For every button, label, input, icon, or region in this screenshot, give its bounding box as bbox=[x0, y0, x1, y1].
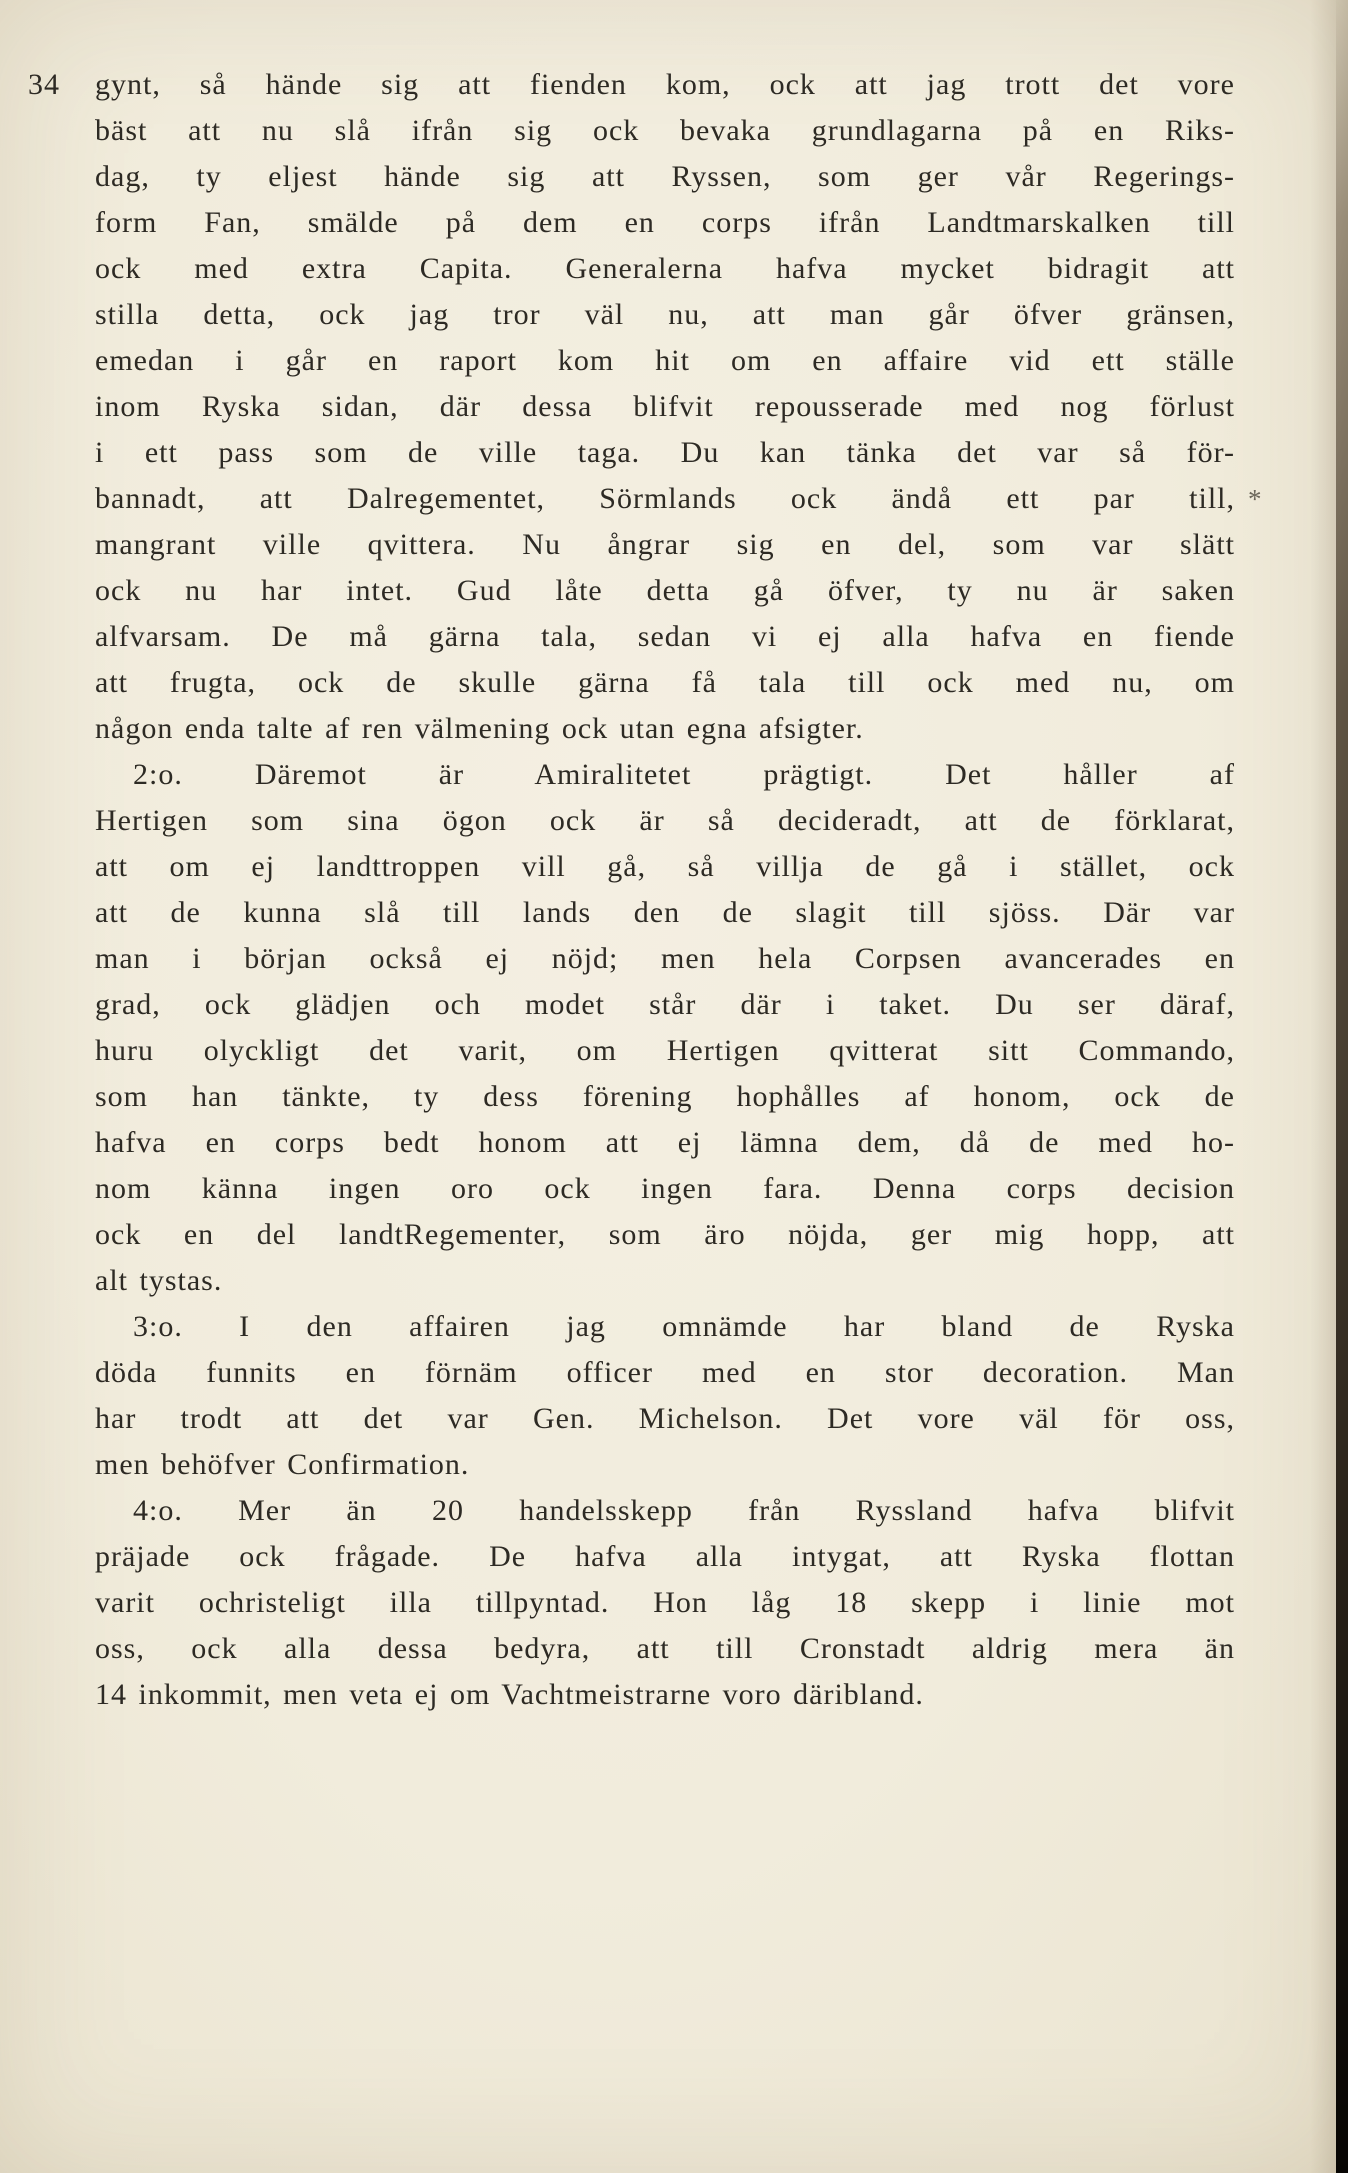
margin-asterisk: * bbox=[1248, 484, 1262, 514]
text-line: varit ochristeligt illa tillpyntad. Hon låg 18 skepp i linie mot bbox=[95, 1586, 1235, 1619]
text-line: alfvarsam. De må gärna tala, sedan vi ej alla hafva en fiende bbox=[95, 620, 1235, 653]
text-line: grad, ock glädjen och modet står där i taket. Du ser däraf, bbox=[95, 988, 1235, 1021]
text-line: ock nu har intet. Gud låte detta gå öfver, ty nu är saken bbox=[95, 574, 1235, 607]
text-line: bannadt, att Dalregementet, Sörmlands ock ändå ett par till, bbox=[95, 482, 1235, 515]
text-line: någon enda talte af ren välmening ock utan egna afsigter. bbox=[95, 712, 864, 745]
text-line: bäst att nu slå ifrån sig ock bevaka grundlagarna på en Riks- bbox=[95, 114, 1235, 147]
text-line: emedan i går en raport kom hit om en affaire vid ett ställe bbox=[95, 344, 1235, 377]
text-line: stilla detta, ock jag tror väl nu, att man går öfver gränsen, bbox=[95, 298, 1235, 331]
text-line: i ett pass som de ville taga. Du kan tänka det var så för- bbox=[95, 436, 1235, 469]
text-line: huru olyckligt det varit, om Hertigen qvitterat sitt Commando, bbox=[95, 1034, 1235, 1067]
text-line: 14 inkommit, men veta ej om Vachtmeistrarne voro däribland. bbox=[95, 1678, 924, 1711]
text-block bbox=[95, 62, 1235, 1718]
text-line: man i början också ej nöjd; men hela Corpsen avancerades en bbox=[95, 942, 1235, 975]
text-line: nom känna ingen oro ock ingen fara. Denna corps decision bbox=[95, 1172, 1235, 1205]
text-line: att om ej landttroppen vill gå, så villja de gå i stället, ock bbox=[95, 850, 1235, 883]
text-line: inom Ryska sidan, där dessa blifvit repousserade med nog förlust bbox=[95, 390, 1235, 423]
text-line: ock med extra Capita. Generalerna hafva mycket bidragit att bbox=[95, 252, 1235, 285]
text-line: 4:o. Mer än 20 handelsskepp från Ryssland hafva blifvit bbox=[133, 1494, 1235, 1527]
text-line: men behöfver Confirmation. bbox=[95, 1448, 470, 1481]
page-number: 34 bbox=[28, 68, 60, 101]
text-line: mangrant ville qvittera. Nu ångrar sig en del, som var slätt bbox=[95, 528, 1235, 561]
text-line: dag, ty eljest hände sig att Ryssen, som ger vår Regerings- bbox=[95, 160, 1235, 193]
page-edge-shadow bbox=[1336, 0, 1348, 2173]
text-line: som han tänkte, ty dess förening hophålles af honom, ock de bbox=[95, 1080, 1235, 1113]
text-line: döda funnits en förnäm officer med en stor decoration. Man bbox=[95, 1356, 1235, 1389]
text-line: gynt, så hände sig att fienden kom, ock att jag trott det vore bbox=[95, 68, 1235, 101]
text-line: alt tystas. bbox=[95, 1264, 223, 1297]
text-line: att frugta, ock de skulle gärna få tala till ock med nu, om bbox=[95, 666, 1235, 699]
text-line: har trodt att det var Gen. Michelson. Det vore väl för oss, bbox=[95, 1402, 1235, 1435]
text-line: 2:o. Däremot är Amiralitetet prägtigt. Det håller af bbox=[133, 758, 1235, 791]
text-line: Hertigen som sina ögon ock är så decideradt, att de förklarat, bbox=[95, 804, 1235, 837]
text-line: ock en del landtRegementer, som äro nöjda, ger mig hopp, att bbox=[95, 1218, 1235, 1251]
text-line: att de kunna slå till lands den de slagit till sjöss. Där var bbox=[95, 896, 1235, 929]
text-line: hafva en corps bedt honom att ej lämna dem, då de med ho- bbox=[95, 1126, 1235, 1159]
text-line: präjade ock frågade. De hafva alla intygat, att Ryska flottan bbox=[95, 1540, 1235, 1573]
text-line: 3:o. I den affairen jag omnämde har bland de Ryska bbox=[133, 1310, 1235, 1343]
text-line: oss, ock alla dessa bedyra, att till Cronstadt aldrig mera än bbox=[95, 1632, 1235, 1665]
page-edge-soft-shadow bbox=[1310, 0, 1348, 2173]
text-line: form Fan, smälde på dem en corps ifrån Landtmarskalken till bbox=[95, 206, 1235, 239]
